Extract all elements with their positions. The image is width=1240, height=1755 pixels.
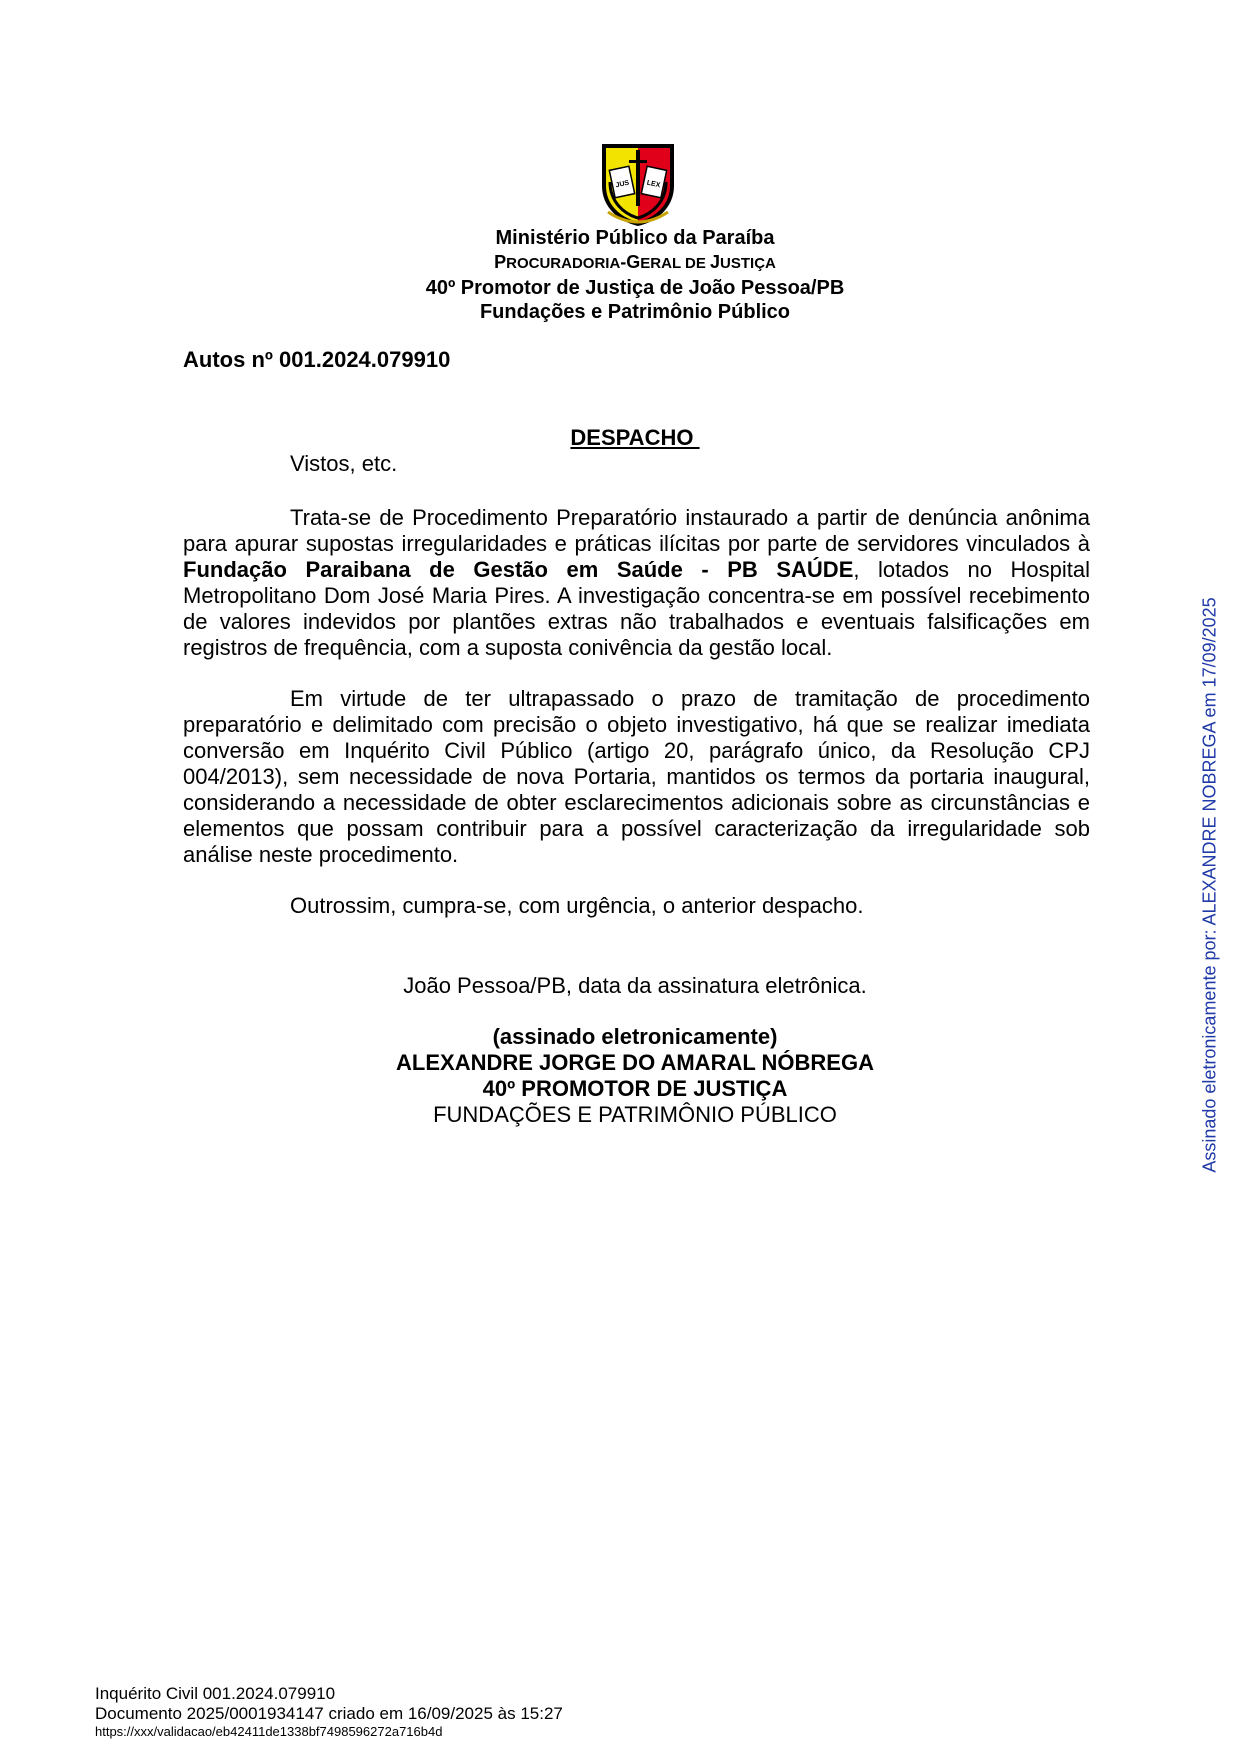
header-procuradoria-part: USTIÇA [720,255,776,272]
signature-block [330,1024,940,1128]
signer-name: ALEXANDRE JORGE DO AMARAL NÓBREGA [396,1050,874,1075]
paragraph-3: Outrossim, cumpra-se, com urgência, o anterior despacho. [290,893,864,918]
header-procuradoria-part: -G [620,252,641,272]
document-title: DESPACHO [570,425,700,450]
paragraph-1-text-end: , lotados no Hospital Metropolitano Dom José Maria Pires. A investigação concentra-se em possível recebimento de valores indevidos por plantões extras não trabalhados e eventuais falsificações em registros de frequência, com a suposta conivência da gestão local. [183,557,1091,660]
document-header [330,226,940,324]
footer-validation-url: https://xxx/validacao/eb42411de1338bf7498596272a716b4d [95,1724,443,1739]
left-book-text: JUS [615,179,630,190]
footer-inquiry: Inquérito Civil 001.2024.079910 [95,1684,336,1703]
paragraph-1-text: Trata-se de Procedimento Preparatório instaurado a partir de denúncia anônima para apurar supostas irregularidades e práticas ilícitas por parte de servidores vinculados à [183,505,1090,556]
paragraph-1 [183,505,1090,661]
document-footer [95,1684,563,1740]
signature-status: (assinado eletronicamente) [492,1024,778,1049]
header-procuradoria-part: ROCURADORIA [506,255,621,272]
case-number: Autos nº 001.2024.079910 [183,347,451,372]
signer-role: 40º PROMOTOR DE JUSTIÇA [482,1076,788,1101]
signer-department: FUNDAÇÕES E PATRIMÔNIO PÚBLICO [433,1102,837,1127]
header-procuradoria [330,250,940,276]
mppb-crest-icon [600,142,676,228]
greeting-paragraph: Vistos, etc. [290,451,398,476]
paragraph-2: Em virtude de ter ultrapassado o prazo de tramitação de procedimento preparatório e delimitado com precisão o objeto investigativo, há que se realizar imediata conversão em Inquérito Civil Público (artigo 20, parágrafo único, da Resolução CPJ 004/2013), sem necessidade de nova Portaria, mantidos os termos da portaria inaugural, considerando a necessidade de obter esclarecimentos adicionais sobre as circunstâncias e elementos que possam contribuir para a possível caracterização da irregularidade sob análise neste procedimento. [183,686,1090,867]
header-institution: Ministério Público da Paraíba [495,227,775,249]
header-promotoria: 40º Promotor de Justiça de João Pessoa/PB [425,277,845,299]
paragraph-1-entity: Fundação Paraibana de Gestão em Saúde - PB SAÚDE [183,557,854,582]
header-procuradoria-part: P [494,252,507,272]
header-procuradoria-part: ERAL DE [640,255,711,272]
footer-document: Documento 2025/0001934147 criado em 16/09/2025 às 15:27 [95,1704,563,1723]
header-area: Fundações e Patrimônio Público [479,301,791,323]
place-date-line: João Pessoa/PB, data da assinatura eletrônica. [403,973,867,998]
electronic-signature-note: Assinado eletronicamente por: ALEXANDRE NOBREGA em 17/09/2025 [1199,597,1220,1173]
right-book-text: LEX [646,179,661,190]
header-procuradoria-part: J [710,252,721,272]
